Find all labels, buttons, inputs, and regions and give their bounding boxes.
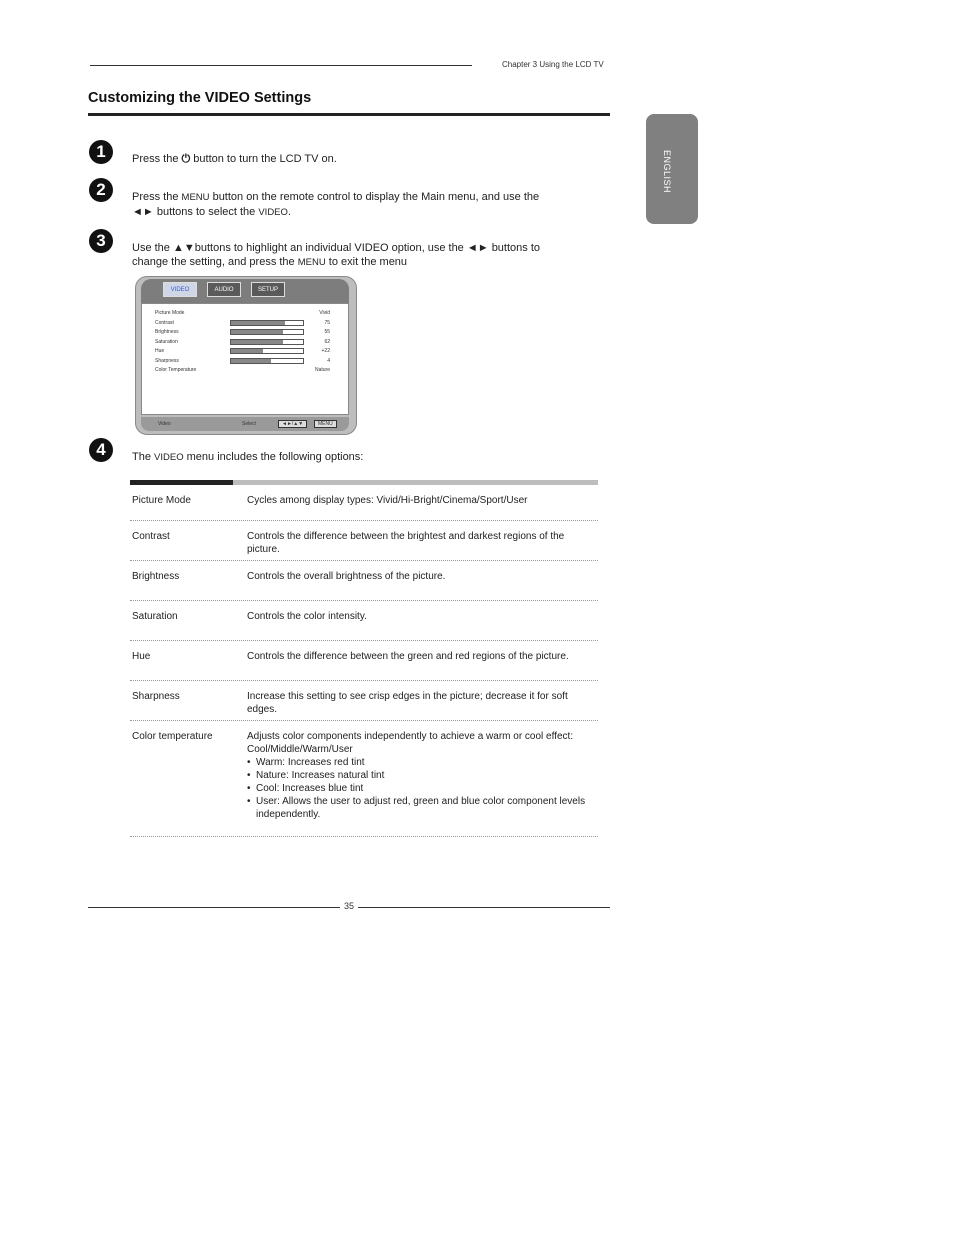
step-4-text <box>132 450 582 465</box>
step-text-part: Use the ▲▼buttons to highlight an individual VIDEO option, use the ◄► buttons to change the setting, and press the <box>132 242 541 268</box>
tv-row-color-temperature <box>155 366 330 375</box>
tv-row-bar-fill <box>231 340 283 344</box>
language-tab-label: ENGLISH <box>662 150 672 194</box>
tv-row-picture-mode <box>155 309 330 318</box>
step-text-part: button to turn the LCD TV on. <box>190 153 337 165</box>
tv-row-value: 75 <box>324 319 330 326</box>
option-description: Controls the difference between the green and red regions of the picture. <box>247 651 569 662</box>
language-tab <box>646 114 698 224</box>
option-description: Controls the overall brightness of the picture. <box>247 571 446 582</box>
option-description <box>247 730 597 821</box>
tv-tab-setup: SETUP <box>251 282 285 297</box>
tv-footer-label: Video <box>158 421 171 427</box>
tv-menu-footer <box>141 417 349 431</box>
tv-tab-audio: AUDIO <box>207 282 241 297</box>
step-text-part: Press the <box>132 191 182 203</box>
bullet-item: • Nature: Increases natural tint <box>247 769 597 782</box>
footer-rule-right <box>358 907 610 908</box>
tv-row-value: 62 <box>324 338 330 345</box>
tv-row-label: Contrast <box>155 319 174 326</box>
tv-row-bar-fill <box>231 349 263 353</box>
table-row <box>130 561 598 601</box>
step-text-part: The <box>132 451 155 463</box>
step-number-2: 2 <box>89 178 113 202</box>
tv-row-value: 55 <box>324 329 330 335</box>
table-row <box>130 721 598 837</box>
tv-row-value: Vivid <box>319 310 330 316</box>
tv-menu-illustration <box>135 276 357 435</box>
page-title: Customizing the VIDEO Settings <box>88 90 312 106</box>
option-description: Controls the difference between the brightest and darkest regions of the picture. <box>247 531 565 555</box>
tv-row-bar-fill <box>231 359 271 363</box>
tv-row-label: Hue <box>155 348 165 354</box>
option-name: Saturation <box>132 611 178 622</box>
tv-footer-arrow-key: ◄►/▲▼ <box>278 420 307 428</box>
tv-tab-video: VIDEO <box>163 282 197 297</box>
option-description: Controls the color intensity. <box>247 611 367 622</box>
tv-row-hue <box>155 347 330 356</box>
tv-row-bar-fill <box>231 321 285 325</box>
tv-row-value: Nature <box>314 367 330 373</box>
header-rule <box>90 65 472 66</box>
step-2-text <box>132 190 582 220</box>
tv-row-label: Brightness <box>155 329 179 335</box>
tv-row-bar <box>230 348 304 354</box>
option-description: Increase this setting to see crisp edges in the picture; decrease it for soft edges. <box>247 691 568 715</box>
tv-menu-tabbar <box>141 279 349 303</box>
step-1-text <box>132 152 582 166</box>
tv-row-bar <box>230 329 304 335</box>
tv-row-sharpness <box>155 357 330 366</box>
table-row <box>130 601 598 641</box>
step-3-text <box>132 241 572 270</box>
step-text-part: to exit the menu <box>325 256 408 268</box>
footer-rule-left <box>88 907 340 908</box>
option-name: Color temperature <box>132 731 213 742</box>
bullet-item: • Warm: Increases red tint <box>247 756 597 769</box>
tv-row-label: Sharpness <box>155 357 179 364</box>
step-text-part: ◄► buttons to select the <box>132 206 259 218</box>
step-text-part: menu includes the following options: <box>183 451 364 463</box>
tv-row-bar-fill <box>231 330 283 334</box>
tv-row-label: Saturation <box>155 338 178 345</box>
tv-row-label: Picture Mode <box>155 310 185 316</box>
page-number: 35 <box>343 901 354 911</box>
bullet-item: • User: Allows the user to adjust red, green and blue color component levels independently. <box>247 795 597 821</box>
option-name: Contrast <box>132 531 170 542</box>
step-text-part: button on the remote control to display the Main menu, and use the <box>209 191 540 203</box>
tv-row-bar <box>230 320 304 326</box>
step-text-part: VIDEO <box>258 207 288 218</box>
tv-row-contrast <box>155 319 330 328</box>
step-text-part: VIDEO <box>154 452 184 463</box>
chapter-label: Chapter 3 Using the LCD TV <box>502 60 604 69</box>
step-text-part: . <box>287 206 291 218</box>
tv-row-label: Color Temperature <box>155 367 197 373</box>
table-row <box>130 485 598 521</box>
tv-footer-menu-key: MENU <box>314 420 337 428</box>
step-number-4: 4 <box>89 438 113 462</box>
step-number-1: 1 <box>89 140 113 164</box>
tv-row-saturation <box>155 338 330 347</box>
option-bullet-list <box>247 756 597 821</box>
option-name: Picture Mode <box>132 495 191 506</box>
tv-row-value: +22 <box>321 348 330 354</box>
bullet-item: • Cool: Increases blue tint <box>247 782 597 795</box>
option-description: Cycles among display types: Vivid/Hi-Bright/Cinema/Sport/User <box>247 495 528 506</box>
option-name: Brightness <box>132 571 180 582</box>
title-rule <box>88 113 610 116</box>
step-text-part: MENU <box>297 257 326 268</box>
tv-footer-select-label: Select <box>242 421 256 427</box>
tv-row-bar <box>230 339 304 345</box>
option-name: Sharpness <box>132 691 180 702</box>
step-text-part: Press the <box>132 153 182 165</box>
video-options-table <box>130 480 598 837</box>
power-icon: ⏻ <box>181 153 191 165</box>
step-number-3: 3 <box>89 229 113 253</box>
table-row <box>130 681 598 721</box>
option-name: Hue <box>132 651 151 662</box>
option-description-text: Adjusts color components independently to achieve a warm or cool effect: Cool/Middle/Warm/User <box>247 731 574 755</box>
table-row <box>130 521 598 561</box>
tv-row-value: 4 <box>327 357 330 364</box>
table-row <box>130 641 598 681</box>
tv-row-brightness <box>155 328 330 337</box>
tv-menu-screen <box>141 303 349 415</box>
step-text-part: MENU <box>181 192 210 203</box>
tv-row-bar <box>230 358 304 364</box>
